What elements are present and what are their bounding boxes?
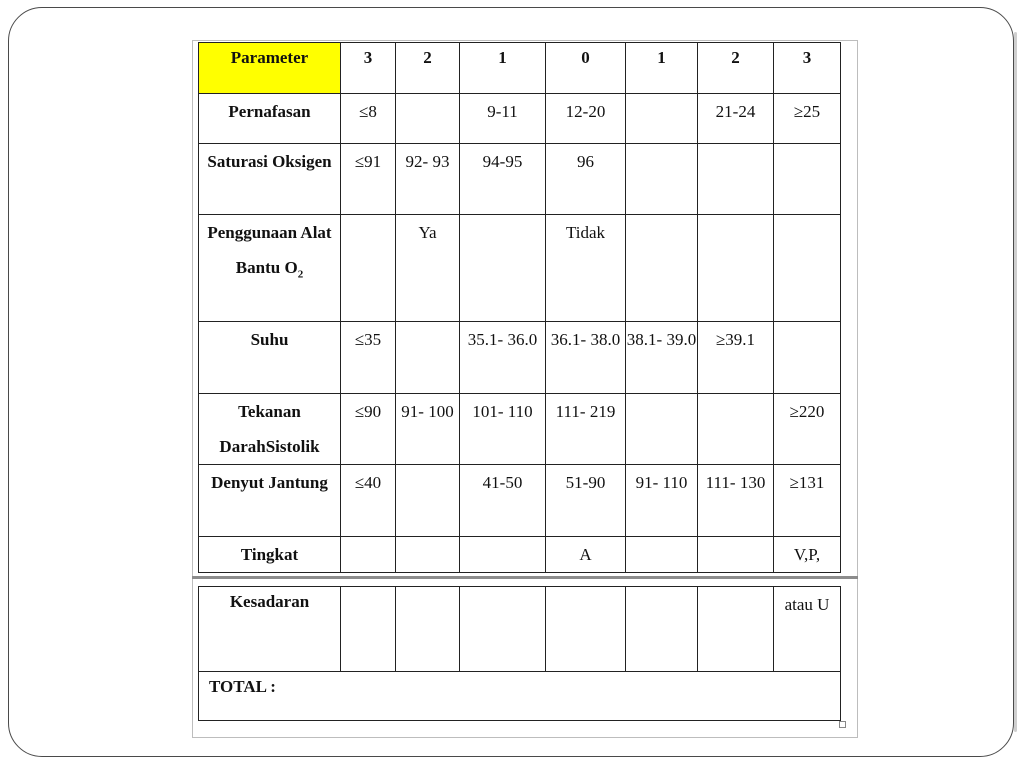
table-cell: 12-20 bbox=[546, 94, 626, 144]
table-cell bbox=[341, 215, 396, 322]
table-cell: ≥220 bbox=[774, 394, 841, 465]
table-row-saturasi bbox=[199, 144, 841, 215]
table-cell bbox=[774, 215, 841, 322]
header-score: 3 bbox=[341, 43, 396, 94]
table-cell: ≤90 bbox=[341, 394, 396, 465]
table-cell bbox=[460, 537, 546, 573]
table-cell bbox=[626, 94, 698, 144]
row-label: Suhu bbox=[199, 322, 341, 394]
header-score: 1 bbox=[460, 43, 546, 94]
table-cell bbox=[626, 587, 698, 672]
table-resize-handle[interactable] bbox=[839, 721, 846, 728]
table-cell: ≥25 bbox=[774, 94, 841, 144]
table-row-suhu bbox=[199, 322, 841, 394]
table-cell: 101- 110 bbox=[460, 394, 546, 465]
table-cell bbox=[698, 537, 774, 573]
table-cell bbox=[626, 537, 698, 573]
header-score: 3 bbox=[774, 43, 841, 94]
row-label bbox=[199, 215, 341, 322]
table-cell: 35.1- 36.0 bbox=[460, 322, 546, 394]
table-cell: ≤40 bbox=[341, 465, 396, 537]
table-cell: ≤35 bbox=[341, 322, 396, 394]
table-row-total bbox=[199, 672, 841, 721]
header-parameter: Parameter bbox=[199, 43, 341, 94]
table-cell: 41-50 bbox=[460, 465, 546, 537]
table-cell bbox=[774, 144, 841, 215]
table-cell: A bbox=[546, 537, 626, 573]
table-cell: ≤8 bbox=[341, 94, 396, 144]
header-score: 0 bbox=[546, 43, 626, 94]
table-cell bbox=[626, 144, 698, 215]
table-row-pernafasan bbox=[199, 94, 841, 144]
row-label: Saturasi Oksigen bbox=[199, 144, 341, 215]
row-label: Denyut Jantung bbox=[199, 465, 341, 537]
row-label-text: Penggunaan Alat Bantu O bbox=[207, 223, 332, 277]
table-cell bbox=[460, 215, 546, 322]
table-cell: 51-90 bbox=[546, 465, 626, 537]
table-cell bbox=[396, 587, 460, 672]
table-cell: ≤91 bbox=[341, 144, 396, 215]
page-break-divider bbox=[192, 576, 858, 579]
row-label: Tekanan DarahSistolik bbox=[199, 394, 341, 465]
table-cell bbox=[546, 587, 626, 672]
table-cell: 21-24 bbox=[698, 94, 774, 144]
header-score: 1 bbox=[626, 43, 698, 94]
header-score: 2 bbox=[396, 43, 460, 94]
row-label: Tingkat bbox=[199, 537, 341, 573]
table-cell: 36.1- 38.0 bbox=[546, 322, 626, 394]
table-cell bbox=[460, 587, 546, 672]
table-cell: ≥39.1 bbox=[698, 322, 774, 394]
subscript: 2 bbox=[297, 268, 304, 281]
table-cell bbox=[698, 215, 774, 322]
table-cell bbox=[396, 322, 460, 394]
table-cell bbox=[396, 537, 460, 573]
table-row-denyut bbox=[199, 465, 841, 537]
score-table bbox=[198, 42, 841, 573]
table-cell: 9-11 bbox=[460, 94, 546, 144]
score-table-continued bbox=[198, 586, 841, 721]
table-row-penggunaan bbox=[199, 215, 841, 322]
table-cell bbox=[396, 94, 460, 144]
table-cell: 111- 130 bbox=[698, 465, 774, 537]
table-cell: Tidak bbox=[546, 215, 626, 322]
table-row-tekanan bbox=[199, 394, 841, 465]
table-cell bbox=[774, 322, 841, 394]
table-cell: 38.1- 39.0 bbox=[626, 322, 698, 394]
table-cell bbox=[341, 537, 396, 573]
table-cell: 111- 219 bbox=[546, 394, 626, 465]
table-row-kesadaran bbox=[199, 587, 841, 672]
total-label: TOTAL : bbox=[199, 672, 841, 721]
row-label: Pernafasan bbox=[199, 94, 341, 144]
table-cell: V,P, bbox=[774, 537, 841, 573]
table-cell: ≥131 bbox=[774, 465, 841, 537]
header-row bbox=[199, 43, 841, 94]
table-cell: atau U bbox=[774, 587, 841, 672]
table-cell bbox=[698, 144, 774, 215]
table-cell bbox=[396, 465, 460, 537]
table-cell bbox=[698, 394, 774, 465]
table-cell: 92- 93 bbox=[396, 144, 460, 215]
table-cell: 96 bbox=[546, 144, 626, 215]
row-label: Kesadaran bbox=[199, 587, 341, 672]
table-cell bbox=[626, 215, 698, 322]
header-score: 2 bbox=[698, 43, 774, 94]
table-cell bbox=[698, 587, 774, 672]
table-cell: 91- 100 bbox=[396, 394, 460, 465]
table-row-tingkat bbox=[199, 537, 841, 573]
slide-shadow bbox=[1014, 32, 1017, 732]
table-cell: Ya bbox=[396, 215, 460, 322]
table-cell: 94-95 bbox=[460, 144, 546, 215]
table-cell bbox=[341, 587, 396, 672]
table-cell bbox=[626, 394, 698, 465]
table-cell: 91- 110 bbox=[626, 465, 698, 537]
